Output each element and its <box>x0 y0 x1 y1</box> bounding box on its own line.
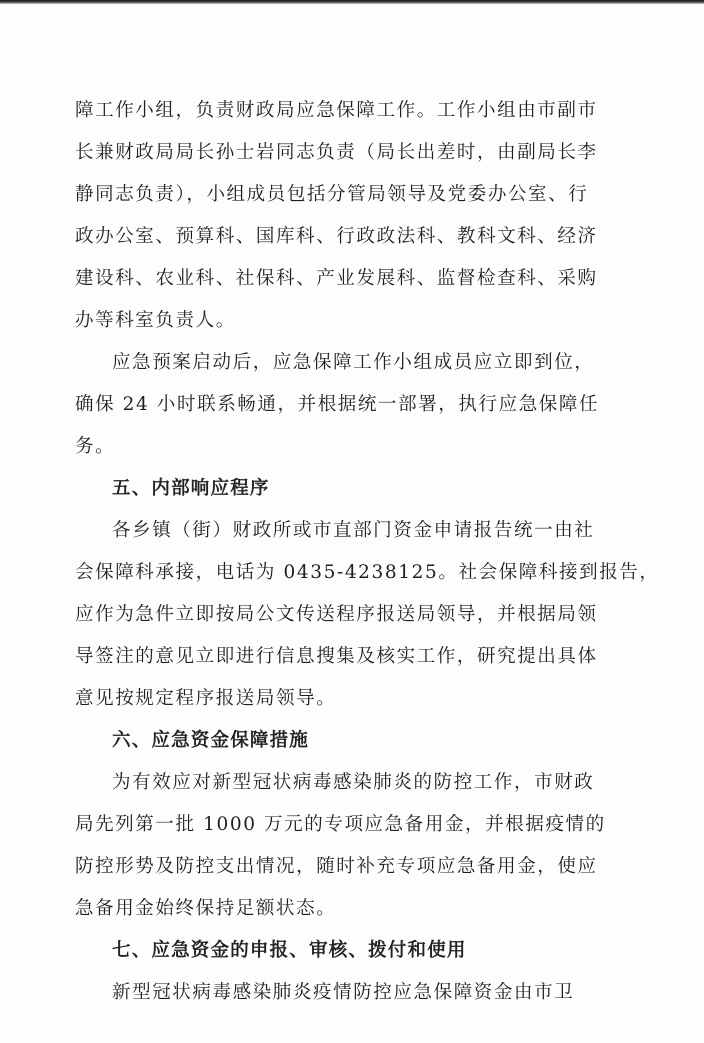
paragraph-line: 防控形势及防控支出情况，随时补充专项应急备用金，使应 <box>75 856 598 877</box>
paragraph-line: 局先列第一批 1000 万元的专项应急备用金，并根据疫情的 <box>75 814 606 835</box>
paragraph-line: 务。 <box>75 436 116 457</box>
paragraph-line: 意见按规定程序报送局领导。 <box>75 688 337 709</box>
paragraph-line: 会保障科承接，电话为 0435-4238125。社会保障科接到报告， <box>75 562 660 583</box>
paragraph-line: 新型冠状病毒感染肺炎疫情防控应急保障资金由市卫 <box>112 982 575 1003</box>
section-heading-7: 七、应急资金的申报、审核、拨付和使用 <box>112 940 467 961</box>
section-heading-6: 六、应急资金保障措施 <box>112 730 310 751</box>
section-heading-5: 五、内部响应程序 <box>112 478 270 499</box>
scan-top-edge <box>0 0 704 4</box>
paragraph-line: 为有效应对新型冠状病毒感染肺炎的防控工作，市财政 <box>112 772 595 793</box>
paragraph-line: 导签注的意见立即进行信息搜集及核实工作，研究提出具体 <box>75 646 598 667</box>
paragraph-line: 确保 24 小时联系畅通，并根据统一部署，执行应急保障任 <box>75 394 600 415</box>
paragraph-line: 政办公室、预算科、国库科、行政政法科、教科文科、经济 <box>75 226 598 247</box>
paragraph-line: 应作为急件立即按局公文传送程序报送局领导，并根据局领 <box>75 604 598 625</box>
paragraph-line: 应急预案启动后，应急保障工作小组成员应立即到位， <box>112 352 595 373</box>
paragraph-line: 建设科、农业科、社保科、产业发展科、监督检查科、采购 <box>75 268 598 289</box>
paragraph-line: 各乡镇（街）财政所或市直部门资金申请报告统一由社 <box>112 520 595 541</box>
paragraph-line: 急备用金始终保持足额状态。 <box>75 898 337 919</box>
paragraph-line: 静同志负责），小组成员包括分管局领导及党委办公室、行 <box>75 184 589 205</box>
paragraph-line: 办等科室负责人。 <box>75 310 236 331</box>
paragraph-line: 障工作小组，负责财政局应急保障工作。工作小组由市副市 <box>75 100 598 121</box>
paragraph-line: 长兼财政局局长孙士岩同志负责（局长出差时，由副局长李 <box>75 142 598 163</box>
